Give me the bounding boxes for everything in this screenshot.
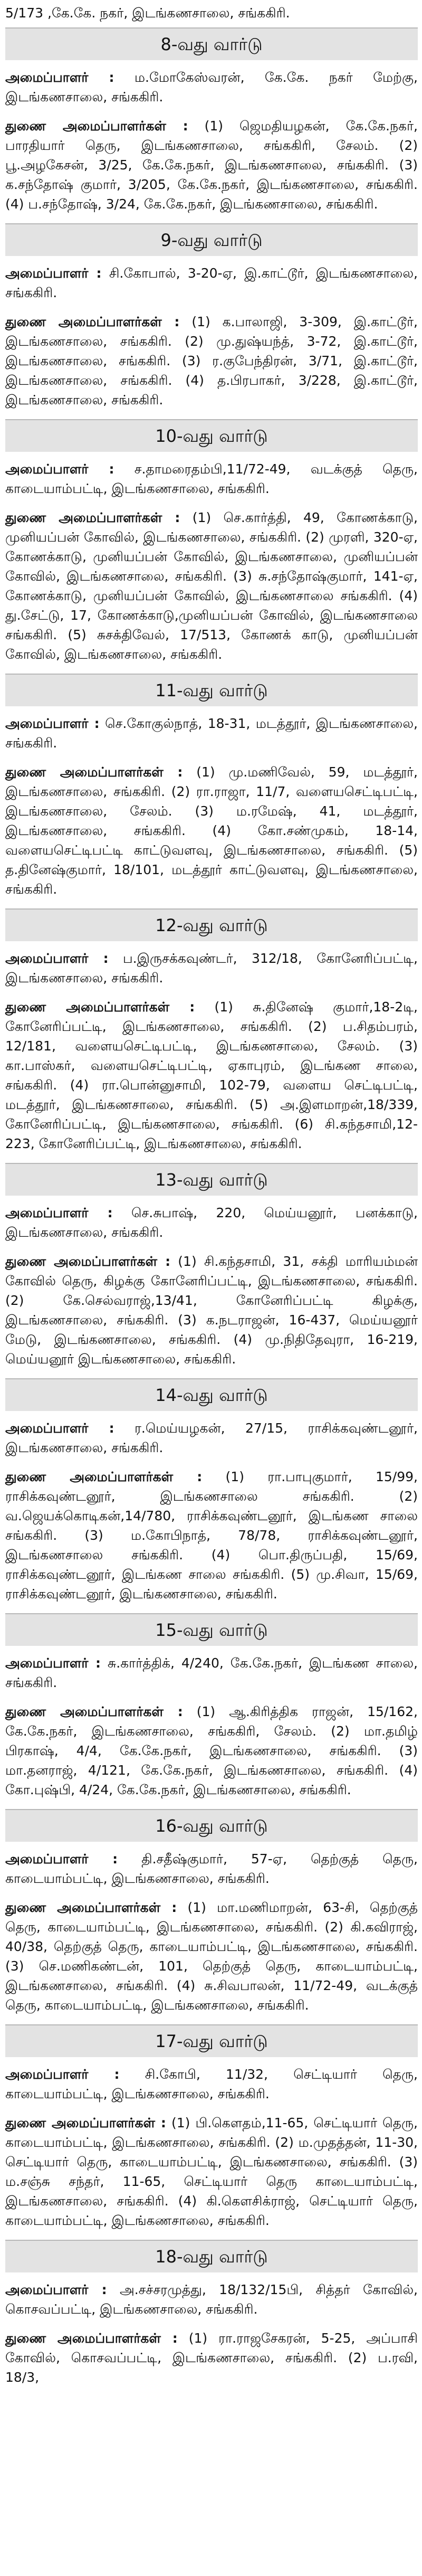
ward-section xyxy=(5,1809,418,2015)
organizer-text: ம.மோகேஸ்வரன், கே.கே. நகர் மேற்கு, இடங்கணசாலை, சங்ககிரி. xyxy=(5,70,418,105)
organizer-label: அமைப்பாளர் : xyxy=(5,951,109,966)
organizer-text: ச.தாமரைதம்பி,11/72-49, வடக்குத் தெரு, காடையாம்பட்டி, இடங்கணசாலை, சங்ககிரி. xyxy=(5,461,418,496)
deputy-organizers-text: (1) ரா.ராஜசேகரன், 5-25, அப்பாசி கோவில், கொசவப்பட்டி, இடங்கணசாலை, சங்ககிரி. (2) ப.ரவி, 18/3, xyxy=(5,2331,418,2385)
organizer-entry xyxy=(5,1653,418,1692)
ward-section xyxy=(5,2024,418,2230)
ward-title: 8-வது வார்டு xyxy=(5,27,418,60)
organizer-label: அமைப்பாளர் : xyxy=(5,716,100,731)
deputy-organizers-text: (1) சி.கந்தசாமி, 31, சக்தி மாரியம்மன் கோவில் தெரு, கிழக்கு கோனேரிப்பட்டி, இடங்கணசாலை, சங்ககிரி. (2) கே.செல்வராஜ்,13/41, கோனேரிப்பட்டி கிழக்கு, இடங்கணசாலை, சங்ககிரி. (3) க.நடராஜன், 16-437, மெய்யனூர் மேடு, இடங்கணசாலை, சங்ககிரி. (4) மு.நிதிதேவுரா, 16-219, மெய்யனூர் இடங்கணசாலை, சங்ககிரி. xyxy=(5,1254,418,1367)
ward-title: 13-வது வார்டு xyxy=(5,1163,418,1196)
organizer-text: சி.கோபி, 11/32, செட்டியார் தெரு, காடையாம்பட்டி, இடங்கணசாலை, சங்ககிரி. xyxy=(5,2067,418,2101)
deputy-organizers-entry xyxy=(5,1702,418,1800)
deputy-organizers-entry xyxy=(5,762,418,899)
ward-title: 10-வது வார்டு xyxy=(5,419,418,452)
deputy-organizers-entry xyxy=(5,312,418,410)
ward-list xyxy=(5,27,418,2387)
organizer-label: அமைப்பாளர் : xyxy=(5,461,114,477)
deputy-organizers-text: (1) ஆ.கிரித்திக ராஜன், 15/162, கே.கே.நகர், இடங்கணசாலை, சங்ககிரி, சேலம். (2) மா.தமிழ் பிரகாஷ், 4/4, கே.கே.நகர், இடங்கணசாலை, சங்ககிரி. (3) மா.தனராஜ், 4/121, கே.கே.நகர், இடங்கணசாலை, சங்ககிரி. (4) கோ.புஷ்பி, 4/24, கே.கே.நகர், இடங்கணசாலை, சங்ககிரி. xyxy=(5,1704,418,1797)
deputy-organizers-entry xyxy=(5,116,418,214)
deputy-organizers-label: துணை அமைப்பாளர்கள் : xyxy=(5,1469,203,1484)
organizer-text: செ.கோகுல்நாத், 18-31, மடத்தூர், இடங்கணசாலை, சங்ககிரி. xyxy=(5,716,418,751)
organizer-entry xyxy=(5,2280,418,2319)
deputy-organizers-entry xyxy=(5,997,418,1153)
organizer-label: அமைப்பாளர் : xyxy=(5,2282,107,2297)
ward-section xyxy=(5,1163,418,1369)
deputy-organizers-entry xyxy=(5,2328,418,2387)
deputy-organizers-text: (1) ரா.பாபுகுமார், 15/99, ராசிக்கவுண்டனூர், இடங்கணசாலை சங்ககிரி. (2) வ.ஜெயக்கொடிகன்,14/780, ராசிக்கவுண்டனூர், இடங்கண சாலை சங்ககிரி. (3) ம.கோபிநாத், 78/78, ராசிக்கவுண்டனூர், இடங்கணசாலை சங்ககிரி. (4) பொ.திருப்பதி, 15/69, ராசிக்கவுண்டனூர், இடங்கண சாலை சங்ககிரி. (5) மு.சிவா, 15/69, ராசிக்கவுண்டனூர், இடங்கணசாலை, சங்ககிரி. xyxy=(5,1469,418,1602)
organizer-text: செ.சுபாஷ், 220, மெய்யனூர், பனக்காடு, இடங்கணசாலை, சங்ககிரி. xyxy=(5,1205,418,1240)
deputy-organizers-entry xyxy=(5,2113,418,2230)
deputy-organizers-label: துணை அமைப்பாளர்கள் : xyxy=(5,1254,171,1269)
organizer-text: ப.இருசக்கவுண்டர், 312/18, கோனேரிப்பட்டி, இடங்கணசாலை, சங்ககிரி. xyxy=(5,951,418,986)
deputy-organizers-text: (1) செ.கார்த்தி, 49, கோணக்காடு, முனியப்பன் கோவில், இடங்கணசாலை, சங்ககிரி. (2) முரளி, 320-ஏ, கோணக்காடு, முனியப்பன் கோவில், இடங்கணசாலை, முனியப்பன் கோவில், இடங்கணசாலை, சங்ககிரி. (3) சு.சந்தோஷ்குமார், 141-ஏ, கோணக்காடு, முனியப்பன் கோவில், இடங்கணசாலை சங்ககிரி. (4) து.சேட்டு, 17, கோணக்காடு,முனியப்பன் கோவில், இடங்கணசாலை சங்ககிரி. (5) சுசக்திவேல், 17/513, கோணக் காடு, முனியப்பன் கோவில், இடங்கணசாலை, சங்ககிரி. xyxy=(5,510,418,662)
deputy-organizers-text: (1) சு.தினேஷ் குமார்,18-2டி, கோனேரிப்பட்டி, இடங்கணசாலை, சங்ககிரி. (2) ப.சிதம்பரம், 12/181, வளையசெட்டிபட்டி, இடங்கணசாலை, சேலம். (3) கா.பாஸ்கர், வளையசெட்டிபட்டி, ஏகாபுரம், இடங்கண சாலை, சங்ககிரி. (4) ரா.பொன்னுசாமி, 102-79, வளைய செட்டிபட்டி, மடத்தூர், இடங்கணசாலை, சங்ககிரி. (5) அ.இளமாறன்,18/339, கோனேரிப்பட்டி, இடங்கணசாலை, சங்ககிரி. (6) சி.கந்தசாமி,12-223, கோனேரிப்பட்டி, இடங்கணசாலை, சங்ககிரி. xyxy=(5,999,418,1151)
deputy-organizers-label: துணை அமைப்பாளர்கள் : xyxy=(5,314,180,329)
organizer-label: அமைப்பாளர் : xyxy=(5,1420,114,1436)
organizer-label: அமைப்பாளர் : xyxy=(5,1205,113,1220)
deputy-organizers-label: துணை அமைப்பாளர்கள் : xyxy=(5,1900,177,1915)
deputy-organizers-label: துணை அமைப்பாளர்கள் : xyxy=(5,1704,183,1719)
deputy-organizers-entry xyxy=(5,1898,418,2015)
organizer-entry xyxy=(5,2064,418,2104)
ward-title: 9-வது வார்டு xyxy=(5,223,418,256)
organizer-text: ர.மெய்யழகன், 27/15, ராசிக்கவுண்டனூர், இடங்கணசாலை, சங்ககிரி. xyxy=(5,1420,418,1455)
carryover-line: 5/173 ,கே.கே. நகர், இடங்கணசாலை, சங்ககிரி. xyxy=(5,5,290,21)
organizer-text: சி.கோபால், 3-20-ஏ, இ.காட்டூர், இடங்கணசாலை, சங்ககிரி. xyxy=(5,266,418,300)
deputy-organizers-text: (1) க.பாலாஜி, 3-309, இ.காட்டூர், இடங்கணசாலை, சங்ககிரி. (2) மு.துஷ்யந்த், 3-72, இ.காட்டூர், இடங்கணசாலை, சங்ககிரி. (3) ர.குபேந்திரன், 3/71, இ.காட்டூர், இடங்கணசாலை, சங்ககிரி. (4) த.பிரபாகர், 3/228, இ.காட்டூர், இடங்கணசாலை, சங்ககிரி. xyxy=(5,314,418,408)
ward-title: 11-வது வார்டு xyxy=(5,674,418,706)
deputy-organizers-text: (1) மு.மணிவேல், 59, மடத்தூர், இடங்கணசாலை, சங்ககிரி. (2) ரா.ராஜா, 11/7, வளையசெட்டிபட்டி, இடங்கணசாலை, சேலம். (3) ம.ரமேஷ், 41, மடத்தூர், இடங்கணசாலை, சங்ககிரி. (4) கோ.சண்முகம், 18-14, வளையசெட்டிபட்டி காட்டுவளவு, இடங்கணசாலை, சங்ககிரி. (5) த.தினேஷ்குமார், 18/101, மடத்தூர் காட்டுவளவு, இடங்கணசாலை, சங்ககிரி. xyxy=(5,764,418,897)
deputy-organizers-label: துணை அமைப்பாளர்கள் : xyxy=(5,2331,178,2346)
organizer-entry xyxy=(5,459,418,498)
ward-title: 17-வது வார்டு xyxy=(5,2024,418,2057)
deputy-organizers-label: துணை அமைப்பாளர்கள் : xyxy=(5,510,180,525)
ward-section xyxy=(5,419,418,664)
ward-section xyxy=(5,1378,418,1604)
ward-section xyxy=(5,1613,418,1800)
ward-title: 15-வது வார்டு xyxy=(5,1613,418,1646)
organizer-label: அமைப்பாளர் : xyxy=(5,1851,118,1867)
organizer-label: அமைப்பாளர் : xyxy=(5,266,102,281)
organizer-entry xyxy=(5,68,418,107)
organizer-entry xyxy=(5,949,418,988)
organizer-entry xyxy=(5,263,418,302)
ward-title: 12-வது வார்டு xyxy=(5,908,418,941)
deputy-organizers-label: துணை அமைப்பாளர்கள் : xyxy=(5,764,183,780)
organizer-entry xyxy=(5,1418,418,1457)
deputy-organizers-text: (1) பி.கௌதம்,11-65, செட்டியார் தெரு, காடையாம்பட்டி, இடங்கணசாலை, சங்ககிரி. (2) ம.முதத்தன், 11-30, செட்டியார் தெரு, காடையாம்பட்டி, இடங்கணசாலை, சங்ககிரி. (3) ம.சஞ்சு சந்தர், 11-65, செட்டியார் தெரு காடையாம்பட்டி, இடங்கணசாலை, சங்ககிரி. (4) கி.கௌசிக்ராஜ், செட்டியார் தெரு, காடையாம்பட்டி, இடங்கணசாலை, சங்ககிரி. xyxy=(5,2115,418,2228)
organizer-entry xyxy=(5,1849,418,1888)
deputy-organizers-entry xyxy=(5,1252,418,1369)
ward-section xyxy=(5,223,418,410)
organizer-text: அ.சச்சரமுத்து, 18/132/15பி, சித்தர் கோவில், கொசவப்பட்டி, இடங்கணசாலை, சங்ககிரி. xyxy=(5,2282,418,2317)
organizer-label: அமைப்பாளர் : xyxy=(5,70,114,85)
ward-section xyxy=(5,674,418,899)
organizer-entry xyxy=(5,714,418,753)
ward-title: 18-வது வார்டு xyxy=(5,2240,418,2272)
deputy-organizers-label: துணை அமைப்பாளர்கள் : xyxy=(5,2115,166,2130)
deputy-organizers-label: துணை அமைப்பாளர்கள் : xyxy=(5,999,195,1015)
organizer-label: அமைப்பாளர் : xyxy=(5,2067,120,2082)
organizer-text: தி.சதீஷ்குமார், 57-ஏ, தெற்குத் தெரு, காடையாம்பட்டி, இடங்கணசாலை, சங்ககிரி. xyxy=(5,1851,418,1886)
organizer-text: சு.கார்த்திக், 4/240, கே.கே.நகர், இடங்கண சாலை, சங்ககிரி. xyxy=(5,1655,418,1690)
ward-section xyxy=(5,2240,418,2387)
ward-section xyxy=(5,27,418,214)
ward-title: 16-வது வார்டு xyxy=(5,1809,418,1842)
deputy-organizers-text: (1) ஜெமதியழகன், கே.கே.நகர், பாரதியார் தெரு, இடங்கணசாலை, சங்ககிரி, சேலம். (2) பூ.அழகேசன், 3/25, கே.கே.நகர், இடங்கணசாலை, சங்ககிரி. (3) க.சந்தோஷ் குமார், 3/205, கே.கே.நகர், இடங்கணசாலை, சங்ககிரி. (4) ப.சந்தோஷ், 3/24, கே.கே.நகர், இடங்கணசாலை, சங்ககிரி. xyxy=(5,118,418,212)
organizer-label: அமைப்பாளர் : xyxy=(5,1655,101,1671)
ward-section xyxy=(5,908,418,1153)
deputy-organizers-entry xyxy=(5,508,418,664)
deputy-organizers-entry xyxy=(5,1467,418,1604)
ward-title: 14-வது வார்டு xyxy=(5,1378,418,1411)
deputy-organizers-text: (1) மா.மணிமாறன், 63-சி, தெற்குத் தெரு, காடையாம்பட்டி, இடங்கணசாலை, சங்ககிரி. (2) கி.கவிராஜ், 40/38, தெற்குத் தெரு, காடையாம்பட்டி, இடங்கணசாலை, சங்ககிரி. (3) செ.மணிகண்டன், 101, தெற்குத் தெரு, காடையாம்பட்டி, இடங்கணசாலை, சங்ககிரி. (4) சு.சிவபாலன், 11/72-49, வடக்குத் தெரு, காடையாம்பட்டி, இடங்கணசாலை, சங்ககிரி. xyxy=(5,1900,418,2013)
deputy-organizers-label: துணை அமைப்பாளர்கள் : xyxy=(5,118,188,134)
organizer-entry xyxy=(5,1203,418,1242)
